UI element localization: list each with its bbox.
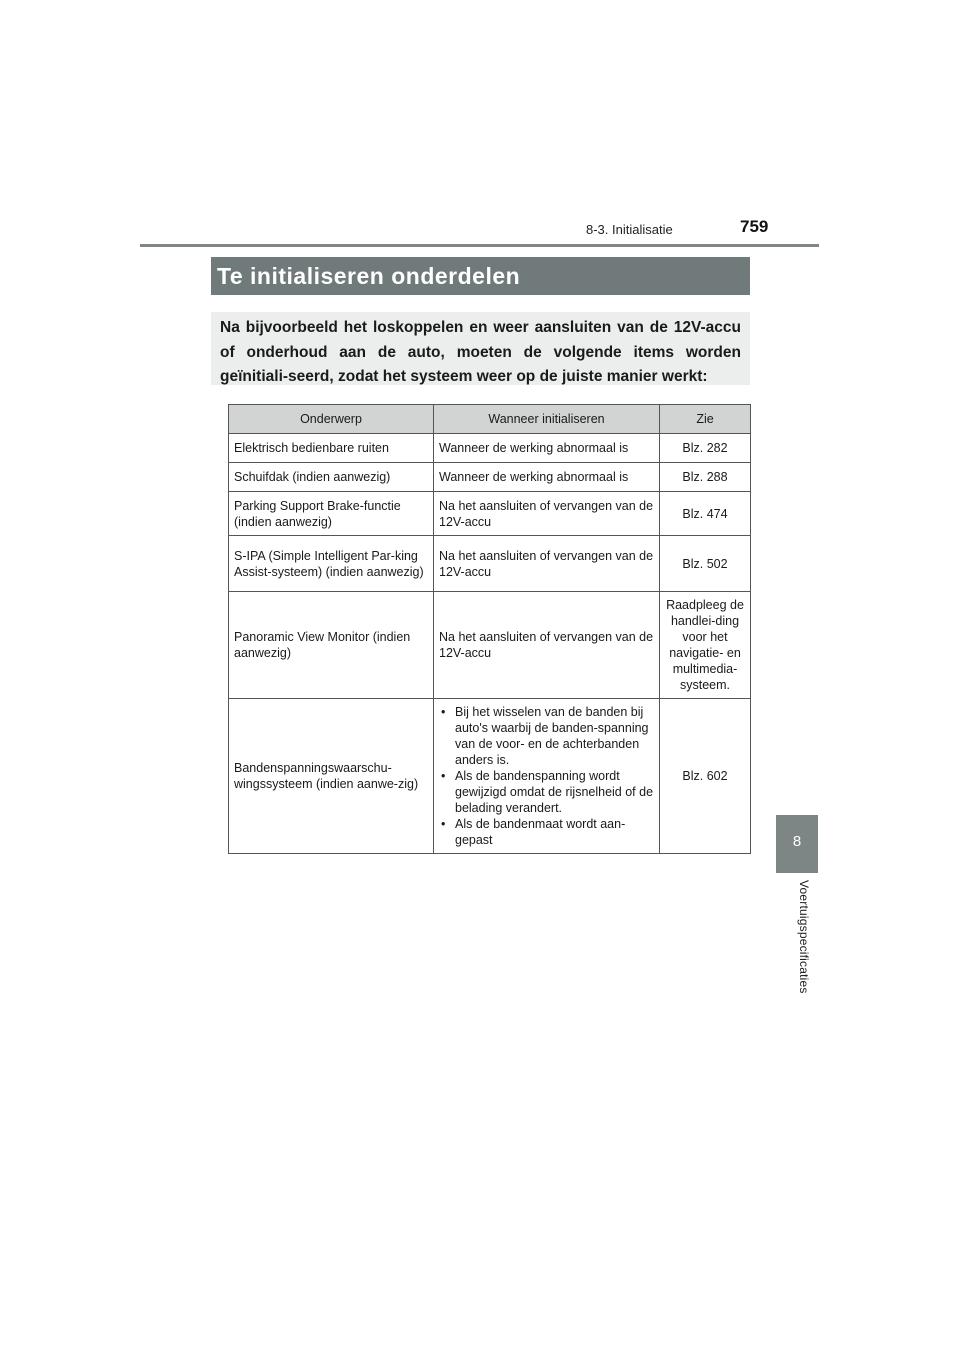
- initialization-table: [228, 404, 751, 854]
- cell-see: Raadpleeg de handlei-ding voor het navigatie- en multimedia-systeem.: [660, 592, 751, 699]
- section-title: 8-3. Initialisatie: [586, 222, 673, 237]
- condition-item: • Als de bandenspanning wordt gewijzigd omdat de rijsnelheid of de belading verandert.: [439, 768, 654, 816]
- table-row: [229, 434, 751, 463]
- cell-item: Elektrisch bedienbare ruiten: [229, 434, 434, 463]
- cell-when: Na het aansluiten of vervangen van de 12V-accu: [434, 492, 660, 536]
- table-header-row: [229, 405, 751, 434]
- section-heading: Te initialiseren onderdelen: [211, 257, 750, 295]
- table-row: [229, 699, 751, 854]
- table-row: [229, 463, 751, 492]
- chapter-label: Voertuigspecificaties: [797, 880, 811, 994]
- cell-item: Parking Support Brake-functie (indien aanwezig): [229, 492, 434, 536]
- intro-paragraph: Na bijvoorbeeld het loskoppelen en weer aansluiten van de 12V-accu of onderhoud aan de auto, moeten de volgende items worden geïnitiali-seerd, zodat het systeem weer op de juiste manier werkt:: [211, 312, 750, 385]
- condition-item: • Als de bandenmaat wordt aan-gepast: [439, 816, 654, 848]
- table-row: [229, 536, 751, 592]
- cell-item: Schuifdak (indien aanwezig): [229, 463, 434, 492]
- cell-item: S-IPA (Simple Intelligent Par-king Assist-systeem) (indien aanwezig): [229, 536, 434, 592]
- column-header-see: Zie: [660, 405, 751, 434]
- cell-item: Panoramic View Monitor (indien aanwezig): [229, 592, 434, 699]
- cell-when: Na het aansluiten of vervangen van de 12V-accu: [434, 592, 660, 699]
- page-number: 759: [740, 217, 769, 236]
- cell-see: Blz. 602: [660, 699, 751, 854]
- cell-when: Na het aansluiten of vervangen van de 12V-accu: [434, 536, 660, 592]
- cell-see: Blz. 474: [660, 492, 751, 536]
- header-divider: [140, 244, 819, 247]
- table-row: [229, 592, 751, 699]
- cell-when: [434, 699, 660, 854]
- cell-see: Blz. 282: [660, 434, 751, 463]
- cell-see: Blz. 288: [660, 463, 751, 492]
- chapter-number: 8: [792, 833, 802, 850]
- column-header-item: Onderwerp: [229, 405, 434, 434]
- cell-when: Wanneer de werking abnormaal is: [434, 434, 660, 463]
- condition-item: • Bij het wisselen van de banden bij auto's waarbij de banden-spanning van de voor- en de achterbanden anders is.: [439, 704, 654, 768]
- chapter-tab[interactable]: [776, 815, 818, 873]
- condition-list: [439, 704, 654, 848]
- cell-when: Wanneer de werking abnormaal is: [434, 463, 660, 492]
- cell-see: Blz. 502: [660, 536, 751, 592]
- cell-item: Bandenspanningswaarschu-wingssysteem (indien aanwe-zig): [229, 699, 434, 854]
- table-row: [229, 492, 751, 536]
- column-header-when: Wanneer initialiseren: [434, 405, 660, 434]
